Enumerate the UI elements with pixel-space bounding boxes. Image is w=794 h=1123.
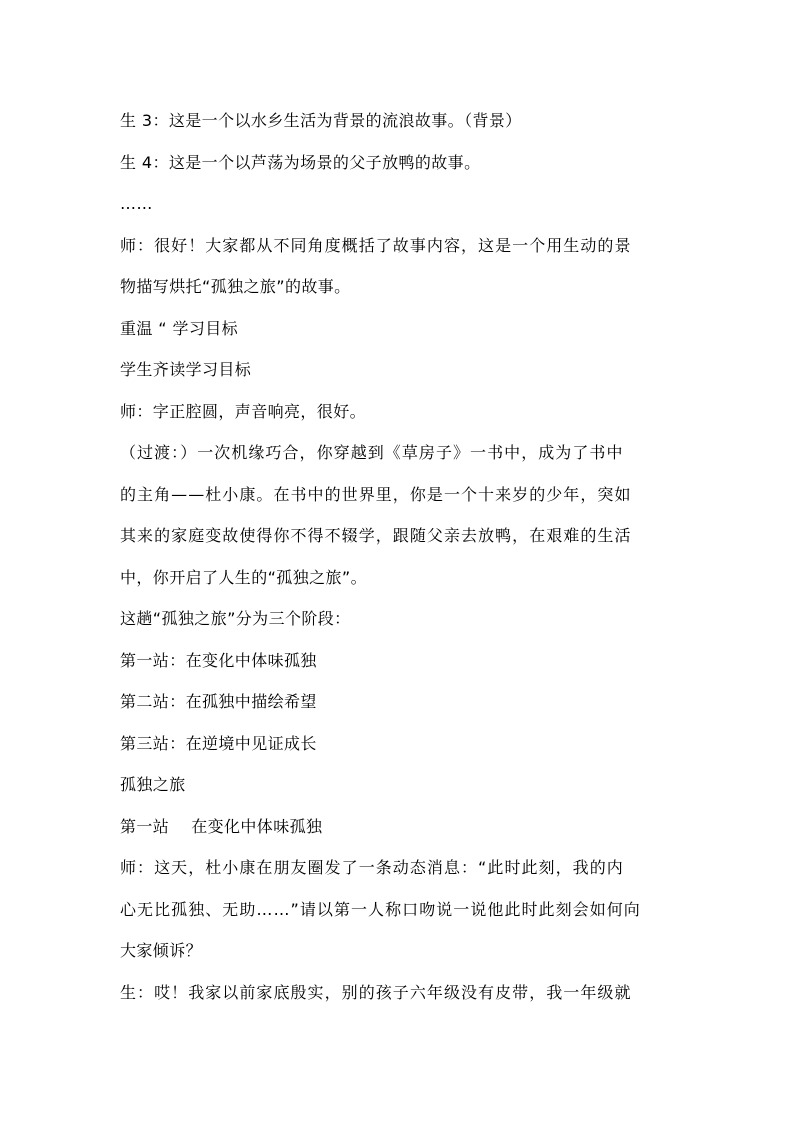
- paragraph-line: 学生齐读学习目标: [120, 360, 252, 379]
- paragraph-line: 生 4：这是一个以芦荡为场景的父子放鸭的故事。: [120, 152, 481, 172]
- list-item: 第二站：在孤独中描绘希望: [120, 692, 317, 711]
- paragraph-line: 中，你开启了人生的“孤独之旅”。: [120, 567, 367, 587]
- paragraph-line: 师：这天，杜小康在朋友圈发了一条动态消息：“此时此刻，我的内: [120, 858, 624, 877]
- station-heading: [120, 806, 680, 848]
- section-heading: 重温 “ 学习目标: [120, 318, 239, 338]
- paragraph-line: 大家倾诉？: [120, 941, 203, 960]
- paragraph-line: 生：哎！我家以前家底殷实，别的孩子六年级没有皮带，我一年级就: [120, 982, 632, 1002]
- document-body: [120, 100, 680, 1013]
- paragraph-line: 这趟“孤独之旅”分为三个阶段：: [120, 609, 351, 628]
- paragraph-line: 生 3：这是一个以水乡生活为背景的流浪故事。（背景）: [120, 111, 522, 130]
- paragraph-line: 其来的家庭变故使得你不得不辍学，跟随父亲去放鸭，在艰难的生活: [120, 526, 632, 545]
- paragraph-line: 物描写烘托“孤独之旅”的故事。: [120, 277, 351, 296]
- list-item: 第一站：在变化中体味孤独: [120, 650, 317, 670]
- station-label: 第一站: [120, 816, 170, 836]
- station-title: 在变化中体味孤独: [191, 816, 323, 836]
- list-item: 第三站：在逆境中见证成长: [120, 733, 317, 753]
- paragraph-line: 的主角——杜小康。在书中的世界里，你是一个十来岁的少年，突如: [120, 484, 632, 504]
- paragraph-line: 师：字正腔圆，声音响亮，很好。: [120, 401, 367, 421]
- paragraph-line: 师：很好！大家都从不同角度概括了故事内容，这是一个用生动的景: [120, 235, 632, 255]
- paragraph-line: （过渡：）一次机缘巧合，你穿越到《草房子》一书中，成为了书中: [120, 443, 624, 462]
- paragraph-line: 心无比孤独、无助……”请以第一人称口吻说一说他此时此刻会如何向: [120, 899, 641, 919]
- paragraph-line: ……: [120, 194, 153, 213]
- section-heading: 孤独之旅: [120, 775, 186, 794]
